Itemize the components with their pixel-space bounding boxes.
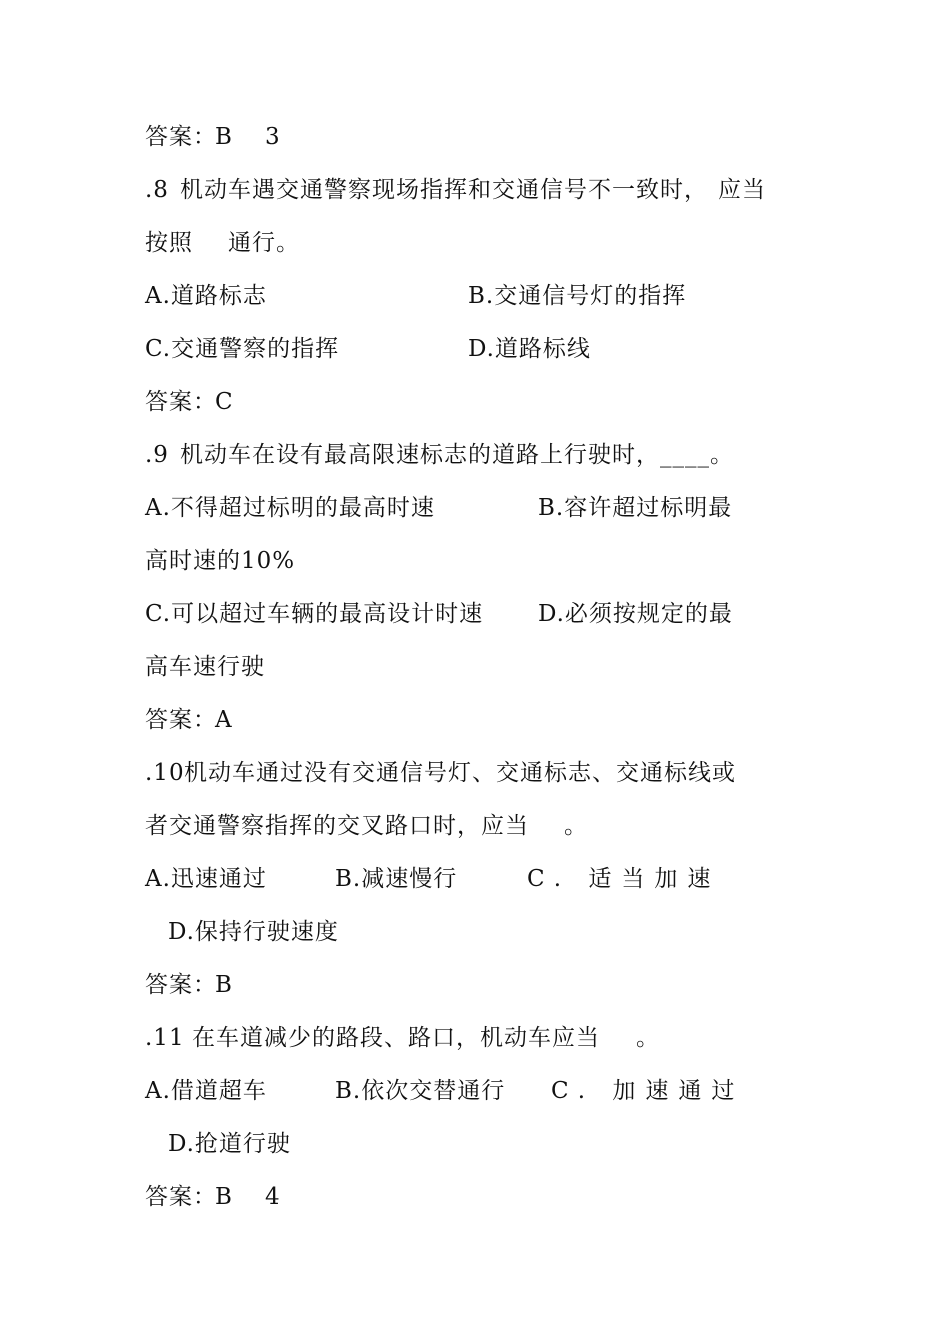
q11-option-c: C. 加速通过: [551, 1078, 745, 1104]
q11-stem-b: 。: [636, 1025, 660, 1051]
q8-answer-value: C: [215, 389, 234, 415]
q10-stem-line2b: 。: [564, 813, 588, 839]
q9-option-a: A.不得超过标明的最高时速: [145, 495, 435, 521]
q8-stem-line2b: 通行。: [228, 230, 300, 256]
q11-answer-value: B: [215, 1184, 233, 1210]
q9-option-d-line1: D.必须按规定的最: [538, 601, 733, 627]
q11-option-d: D.抢道行驶: [168, 1131, 291, 1157]
q8-option-d: D.道路标线: [468, 336, 591, 362]
q10-option-b: B.减速慢行: [335, 866, 458, 892]
q9-option-d-line2: 高车速行驶: [145, 654, 265, 680]
q8-number: .8: [145, 177, 169, 203]
q8-stem-tail: 应当: [718, 177, 766, 203]
q9-answer-value: A: [215, 707, 233, 733]
q8-stem-line1: 机动车遇交通警察现场指挥和交通信号不一致时，: [180, 177, 708, 203]
q10-number: .10: [145, 760, 185, 786]
q8-option-c: C.交通警察的指挥: [145, 336, 340, 362]
q9-stem: 机动车在设有最高限速标志的道路上行驶时，____。: [180, 442, 734, 468]
q9-answer-label: 答案：: [145, 707, 217, 733]
q11-number: .11: [145, 1025, 185, 1051]
q10-option-a: A.迅速通过: [145, 866, 267, 892]
page-number-top: 3: [265, 124, 281, 150]
q11-stem-a: 在车道减少的路段、路口，机动车应当: [192, 1025, 600, 1051]
q9-option-b-line2: 高时速的10%: [145, 548, 296, 574]
q11-answer-label: 答案：: [145, 1184, 217, 1210]
prev-answer-label: 答案：: [145, 124, 217, 150]
q9-number: .9: [145, 442, 169, 468]
q8-option-b: B.交通信号灯的指挥: [468, 283, 687, 309]
q11-option-a: A.借道超车: [145, 1078, 267, 1104]
q10-option-d: D.保持行驶速度: [168, 919, 339, 945]
q9-option-c: C.可以超过车辆的最高设计时速: [145, 601, 484, 627]
q11-option-b: B.依次交替通行: [335, 1078, 506, 1104]
q8-option-a: A.道路标志: [145, 283, 267, 309]
q10-answer-value: B: [215, 972, 233, 998]
q10-answer-label: 答案：: [145, 972, 217, 998]
q10-stem-line1: 机动车通过没有交通信号灯、交通标志、交通标线或: [184, 760, 736, 786]
page-number-bottom: 4: [265, 1184, 281, 1210]
prev-answer-value: B: [215, 124, 233, 150]
q8-answer-label: 答案：: [145, 389, 217, 415]
q9-option-b-line1: B.容许超过标明最: [538, 495, 733, 521]
q10-stem-line2a: 者交通警察指挥的交叉路口时，应当: [145, 813, 529, 839]
q8-stem-line2a: 按照: [145, 230, 193, 256]
q10-option-c: C. 适当加速: [527, 866, 721, 892]
